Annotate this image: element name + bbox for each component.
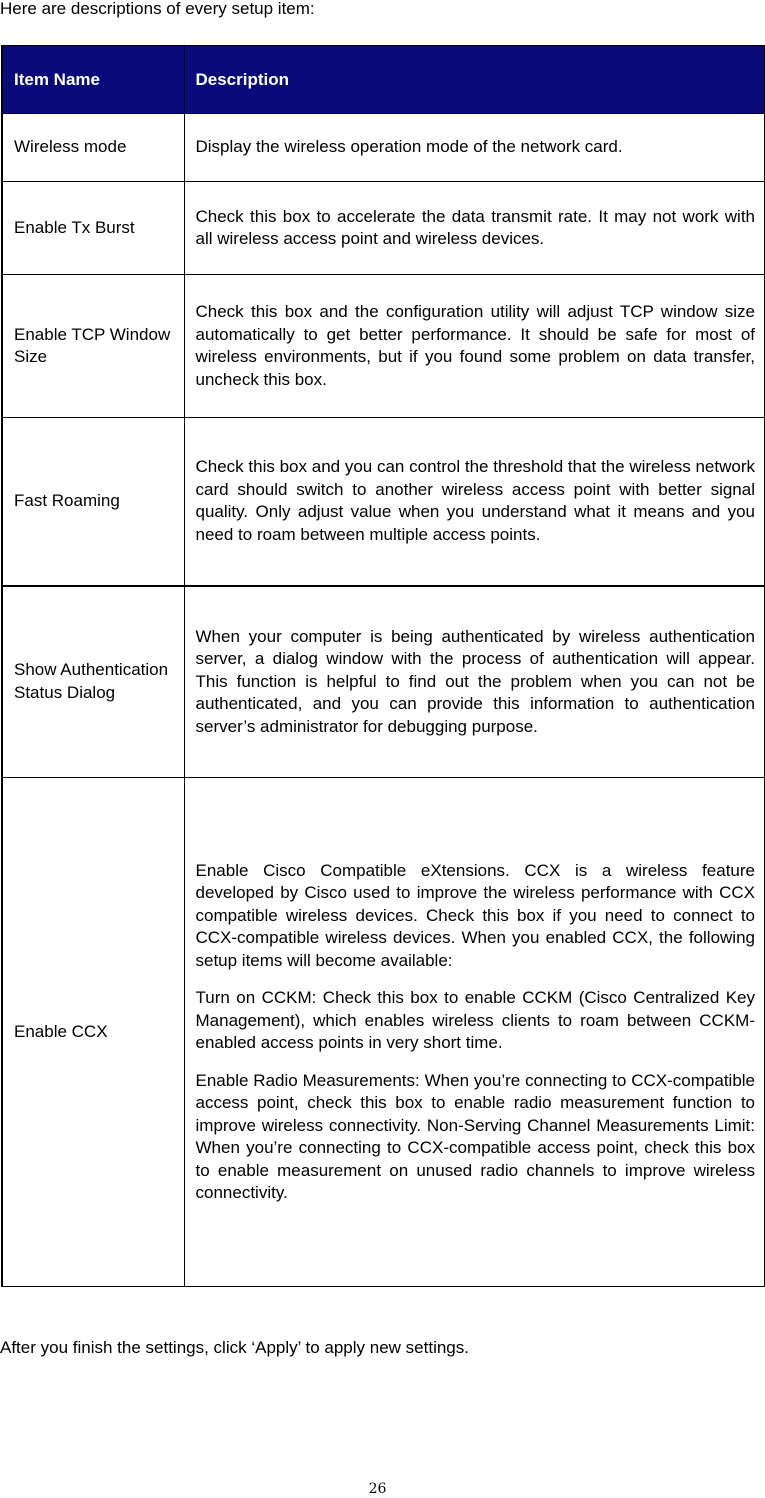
setup-items-table <box>1 45 765 1287</box>
desc-paragraph: Enable Radio Measurements: When you’re connecting to CCX-compatible access point, check this box to enable radio measurement function to improve wireless connectivity. Non-Serving Channel Measurements Limit: When you’re connecting to CCX-compatible access point, check this box to enable measurement on unused radio channels to improve wireless connectivity. <box>195 1070 755 1202</box>
table-row <box>2 778 765 1287</box>
desc-paragraph: Check this box to accelerate the data transmit rate. It may not work with all wireless access point and wireless devices. <box>195 206 755 248</box>
table-row <box>2 114 765 182</box>
desc-paragraph: Turn on CCKM: Check this box to enable CCKM (Cisco Centralized Key Management), which enables wireless clients to roam between CCKM-enabled access points in very short time. <box>195 988 755 1052</box>
item-desc-show-auth-status-dialog <box>184 586 765 778</box>
item-name-enable-ccx: Enable CCX <box>2 778 184 1287</box>
item-name-enable-tx-burst: Enable Tx Burst <box>2 182 184 275</box>
item-name-enable-tcp-window-size: Enable TCP Window Size <box>2 275 184 418</box>
item-name-show-auth-status-dialog: Show Authentication Status Dialog <box>2 586 184 778</box>
desc-paragraph: When your computer is being authenticated by wireless authentication server, a dialog window with the process of authentication will appear. This function is helpful to find out the problem when you can not be authenticated, and you can provide this information to authentication server’s administrator for debugging purpose. <box>195 626 755 736</box>
item-desc-enable-tx-burst <box>184 182 765 275</box>
item-name-fast-roaming: Fast Roaming <box>2 418 184 586</box>
desc-paragraph: Display the wireless operation mode of the network card. <box>195 137 623 157</box>
table-row <box>2 275 765 418</box>
desc-paragraph: Check this box and you can control the threshold that the wireless network card should switch to another wireless access point with better signal quality. Only adjust value when you understand what it means and you need to roam between multiple access points. <box>195 457 755 544</box>
table-row <box>2 182 765 275</box>
column-header-description: Description <box>184 46 765 114</box>
item-desc-fast-roaming <box>184 418 765 586</box>
desc-paragraph: Check this box and the configuration utility will adjust TCP window size automatically to get better performance. It should be safe for most of wireless environments, but if you found some problem on data transfer, uncheck this box. <box>195 302 755 389</box>
item-name-wireless-mode: Wireless mode <box>2 114 184 182</box>
page-number: 26 <box>368 1481 387 1497</box>
table-header-row <box>2 46 765 114</box>
table-row <box>2 586 765 778</box>
intro-text: Here are descriptions of every setup item: <box>0 0 315 18</box>
desc-paragraph: Enable Cisco Compatible eXtensions. CCX is a wireless feature developed by Cisco used to improve the wireless performance with CCX compatible wireless devices. Check this box if you need to connect to CCX-compatible wireless devices. When you enabled CCX, the following setup items will become available: <box>195 860 755 970</box>
item-desc-enable-tcp-window-size <box>184 275 765 418</box>
table-row <box>2 418 765 586</box>
outro-text: After you finish the settings, click ‘Apply’ to apply new settings. <box>0 1338 469 1357</box>
item-desc-enable-ccx <box>184 778 765 1287</box>
column-header-item-name: Item Name <box>2 46 184 114</box>
item-desc-wireless-mode <box>184 114 765 182</box>
